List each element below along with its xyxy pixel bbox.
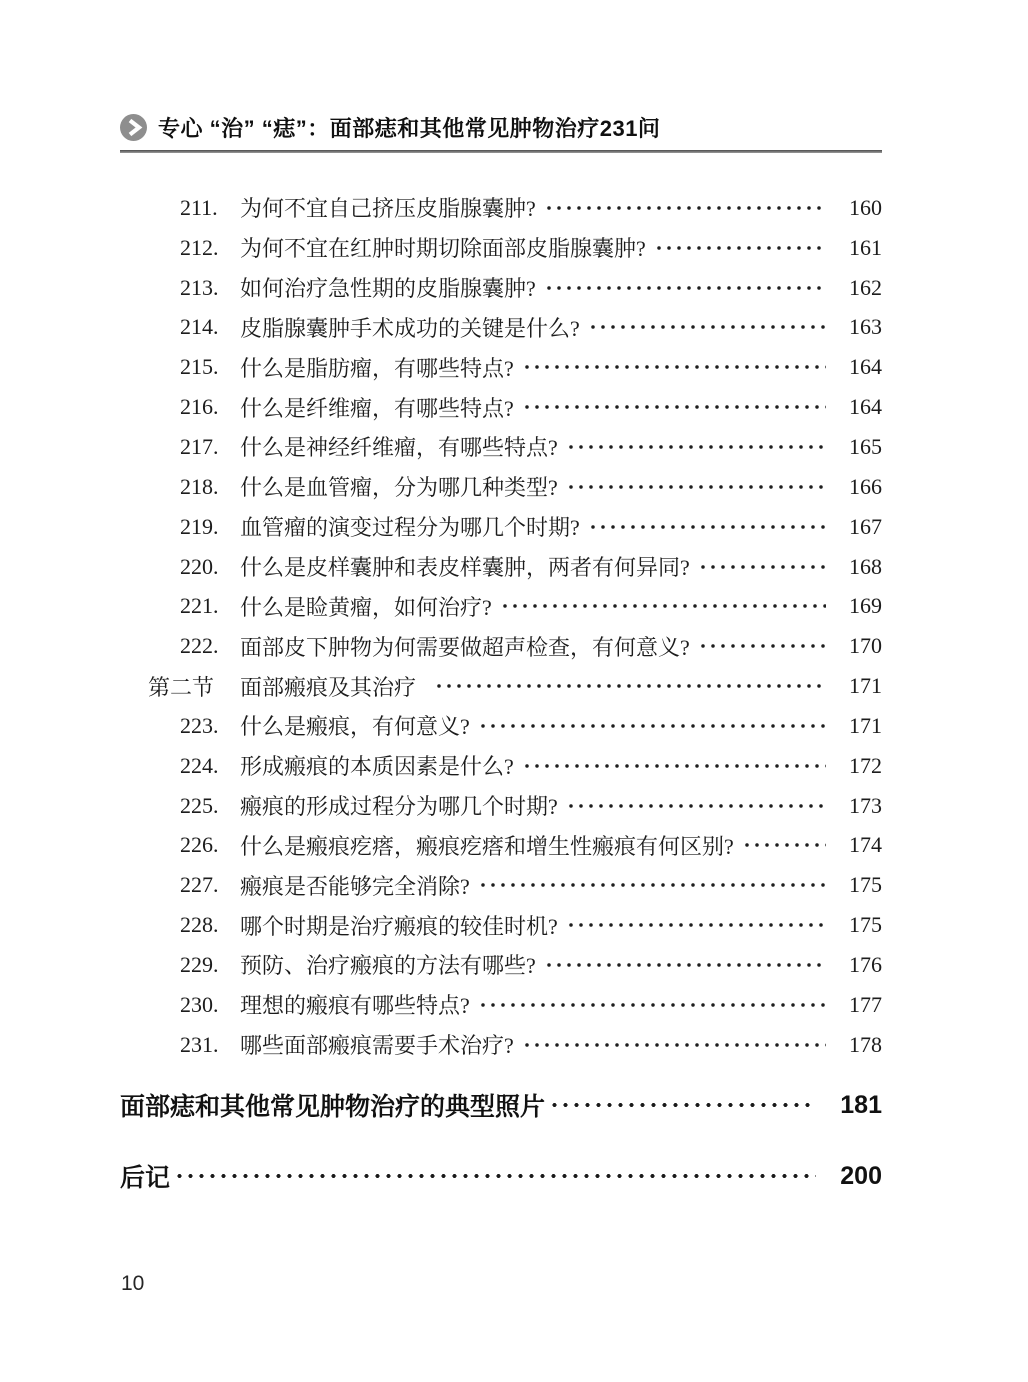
toc-entry-page: 165 <box>849 433 882 459</box>
toc-entry <box>120 1025 882 1065</box>
toc-entry-number: 214. <box>180 314 219 340</box>
backmatter-entry-photos <box>120 1088 882 1122</box>
toc-entry-title: 如何治疗急性期的皮脂腺囊肿? <box>240 276 536 302</box>
toc-entry-page: 160 <box>849 194 882 220</box>
toc-entry-title: 什么是神经纤维瘤，有哪些特点? <box>240 435 558 461</box>
toc-entry-title: 预防、治疗瘢痕的方法有哪些? <box>240 953 536 979</box>
toc-entry-page: 178 <box>849 1031 882 1057</box>
backmatter-page: 181 <box>840 1090 882 1119</box>
toc-list <box>120 188 882 1065</box>
toc-entry-number: 221. <box>180 593 219 619</box>
toc-entry-page: 167 <box>849 513 882 539</box>
toc-entry-title: 什么是瘢痕，有何意义? <box>240 714 470 740</box>
toc-entry <box>120 586 882 626</box>
dot-leader <box>544 282 826 294</box>
toc-entry-number: 213. <box>180 274 219 300</box>
toc-entry-title: 什么是皮样囊肿和表皮样囊肿，两者有何异同? <box>240 555 690 581</box>
toc-entry-page: 170 <box>849 633 882 659</box>
dot-leader <box>544 202 826 214</box>
toc-entry <box>120 467 882 507</box>
toc-entry <box>120 945 882 985</box>
dot-leader <box>544 959 826 971</box>
dot-leader <box>434 680 826 692</box>
toc-entry-page: 168 <box>849 553 882 579</box>
dot-leader <box>742 839 826 851</box>
toc-entry-page: 173 <box>849 792 882 818</box>
toc-entry <box>120 547 882 587</box>
toc-entry-number: 227. <box>180 872 219 898</box>
toc-entry-page: 175 <box>849 872 882 898</box>
toc-entry-number: 215. <box>180 354 219 380</box>
toc-entry-number: 229. <box>180 951 219 977</box>
toc-entry-number: 230. <box>180 991 219 1017</box>
toc-entry-number: 211. <box>180 194 218 220</box>
toc-entry-number: 231. <box>180 1031 219 1057</box>
toc-entry <box>120 387 882 427</box>
folio-page-number: 10 <box>121 1272 145 1295</box>
toc-entry-number: 224. <box>180 752 219 778</box>
toc-entry-title: 理想的瘢痕有哪些特点? <box>240 993 470 1019</box>
toc-entry <box>120 427 882 467</box>
dot-leader <box>522 361 826 373</box>
dot-leader <box>500 600 826 612</box>
dot-leader <box>654 242 826 254</box>
toc-entry <box>120 626 882 666</box>
dot-leader <box>698 561 826 573</box>
chevron-right-circle-icon <box>120 114 147 141</box>
toc-entry-page: 171 <box>849 712 882 738</box>
toc-entry-title: 什么是血管瘤，分为哪几种类型? <box>240 475 558 501</box>
toc-entry <box>120 865 882 905</box>
toc-entry-title: 什么是纤维瘤，有哪些特点? <box>240 395 514 421</box>
dot-leader <box>566 481 826 493</box>
toc-entry-title: 哪个时期是治疗瘢痕的较佳时机? <box>240 913 558 939</box>
dot-leader <box>522 401 826 413</box>
dot-leader <box>522 760 826 772</box>
toc-entry-number: 220. <box>180 553 219 579</box>
dot-leader <box>566 919 826 931</box>
dot-leader <box>549 1099 816 1111</box>
toc-entry-number: 223. <box>180 712 219 738</box>
toc-entry <box>120 268 882 308</box>
toc-entry <box>120 746 882 786</box>
dot-leader <box>566 800 826 812</box>
toc-entry-page: 166 <box>849 473 882 499</box>
dot-leader <box>522 1039 826 1051</box>
header-rule <box>120 150 882 153</box>
backmatter-title: 后记 <box>120 1164 171 1192</box>
toc-entry <box>120 228 882 268</box>
backmatter-page: 200 <box>840 1161 882 1190</box>
toc-entry-title: 哪些面部瘢痕需要手术治疗? <box>240 1033 514 1059</box>
toc-entry-page: 164 <box>849 354 882 380</box>
backmatter-entry-postscript <box>120 1159 882 1193</box>
running-head-title: 专心 “治” “痣”：面部痣和其他常见肿物治疗231问 <box>158 116 661 141</box>
toc-entry-number: 228. <box>180 912 219 938</box>
toc-entry-title: 血管瘤的演变过程分为哪几个时期? <box>240 515 580 541</box>
toc-entry-number: 225. <box>180 792 219 818</box>
dot-leader <box>698 640 826 652</box>
backmatter-title: 面部痣和其他常见肿物治疗的典型照片 <box>120 1093 546 1121</box>
toc-entry-number: 218. <box>180 473 219 499</box>
toc-entry-title: 瘢痕的形成过程分为哪几个时期? <box>240 794 558 820</box>
toc-entry-number: 222. <box>180 633 219 659</box>
toc-entry-page: 174 <box>849 832 882 858</box>
toc-entry-page: 169 <box>849 593 882 619</box>
toc-entry-title: 皮脂腺囊肿手术成功的关键是什么? <box>240 315 580 341</box>
toc-entry <box>120 188 882 228</box>
toc-entry-page: 175 <box>849 912 882 938</box>
dot-leader <box>478 720 826 732</box>
toc-entry-title: 为何不宜在红肿时期切除面部皮脂腺囊肿? <box>240 236 646 262</box>
toc-entry-number: 216. <box>180 394 219 420</box>
toc-entry-page: 164 <box>849 394 882 420</box>
toc-entry-number: 219. <box>180 513 219 539</box>
toc-entry-title: 面部皮下肿物为何需要做超声检查，有何意义? <box>240 634 690 660</box>
toc-entry-page: 177 <box>849 991 882 1017</box>
running-head <box>120 112 882 153</box>
toc-entry <box>120 347 882 387</box>
dot-leader <box>174 1170 816 1182</box>
dot-leader <box>566 441 826 453</box>
toc-entry-title: 为何不宜自己挤压皮脂腺囊肿? <box>240 196 536 222</box>
toc-section-page: 171 <box>849 673 882 699</box>
dot-leader <box>478 999 826 1011</box>
toc-entry <box>120 786 882 826</box>
toc-entry-title: 瘢痕是否能够完全消除? <box>240 873 470 899</box>
toc-entry-page: 172 <box>849 752 882 778</box>
dot-leader <box>588 521 826 533</box>
dot-leader <box>478 879 826 891</box>
toc-section <box>120 666 882 706</box>
toc-entry <box>120 985 882 1025</box>
toc-entry-page: 163 <box>849 314 882 340</box>
toc-entry-page: 176 <box>849 951 882 977</box>
toc-entry <box>120 905 882 945</box>
toc-entry-number: 226. <box>180 832 219 858</box>
dot-leader <box>588 321 826 333</box>
toc-entry-title: 形成瘢痕的本质因素是什么? <box>240 754 514 780</box>
toc-entry <box>120 826 882 866</box>
toc-entry-number: 212. <box>180 234 219 260</box>
toc-entry-title: 什么是睑黄瘤，如何治疗? <box>240 594 492 620</box>
toc-section-label: 第二节 <box>148 674 215 700</box>
toc-entry <box>120 706 882 746</box>
toc-entry-number: 217. <box>180 433 219 459</box>
toc-entry <box>120 308 882 348</box>
toc-entry <box>120 507 882 547</box>
toc-section-title: 面部瘢痕及其治疗 <box>240 674 417 700</box>
toc-entry-page: 161 <box>849 234 882 260</box>
toc-entry-page: 162 <box>849 274 882 300</box>
toc-entry-title: 什么是瘢痕疙瘩，瘢痕疙瘩和增生性瘢痕有何区别? <box>240 833 734 859</box>
toc-entry-title: 什么是脂肪瘤，有哪些特点? <box>240 355 514 381</box>
